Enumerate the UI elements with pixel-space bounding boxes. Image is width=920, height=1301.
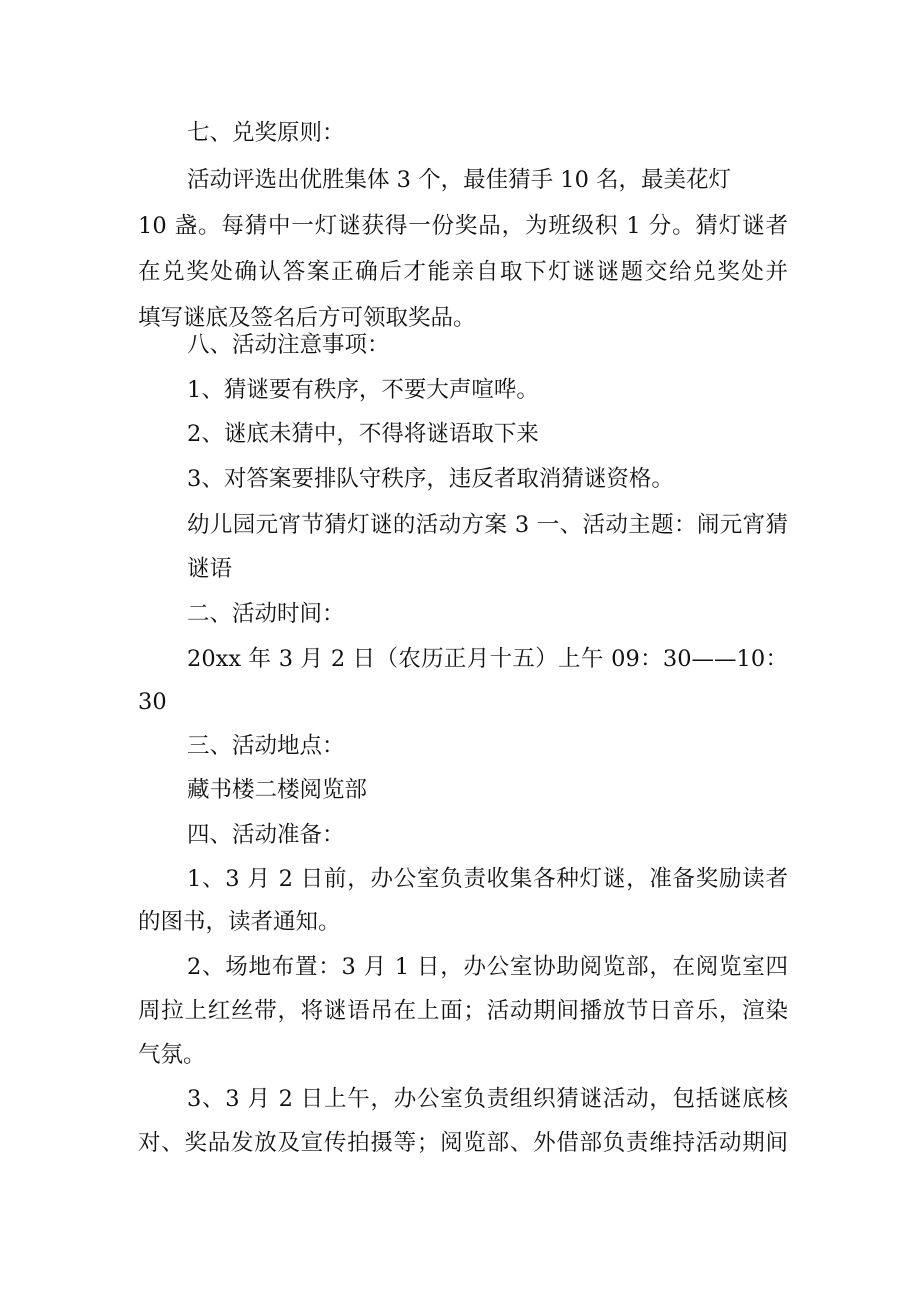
paragraph-line: 在兑奖处确认答案正确后才能亲自取下灯谜谜题交给兑奖处并 [138,259,788,285]
list-item: 气氛。 [138,1042,206,1068]
list-item: 3、3 月 2 日上午，办公室负责组织猜谜活动，包括谜底核 [187,1086,788,1112]
section-heading-time: 二、活动时间： [187,601,345,627]
list-item: 周拉上红丝带，将谜语吊在上面；活动期间播放节日音乐，渲染 [138,998,788,1024]
paragraph-line: 填写谜底及签名后方可领取奖品。 [138,305,476,331]
section-heading-notes: 八、活动注意事项： [187,332,390,358]
list-item: 对、奖品发放及宣传拍摄等；阅览部、外借部负责维持活动期间 [138,1130,788,1156]
list-item: 3、对答案要排队守秩序，违反者取消猜谜资格。 [187,466,674,492]
paragraph-line: 活动评选出优胜集体 3 个，最佳猜手 10 名，最美花灯 [187,167,732,193]
plan-title-line: 谜语 [187,556,233,582]
list-item: 1、3 月 2 日前，办公室负责收集各种灯谜，准备奖励读者 [187,866,788,892]
section-heading-preparation: 四、活动准备： [187,822,345,848]
section-heading-location: 三、活动地点： [187,733,345,759]
list-item: 2、谜底未猜中，不得将谜语取下来 [187,421,539,447]
paragraph-line: 10 盏。每猜中一灯谜获得一份奖品，为班级积 1 分。猜灯谜者 [138,213,788,239]
section-heading-prize-rules: 七、兑奖原则： [187,120,345,146]
list-item: 1、猜谜要有秩序，不要大声喧哗。 [187,377,539,403]
list-item: 2、场地布置：3 月 1 日，办公室协助阅览部，在阅览室四 [187,954,788,980]
paragraph-line: 30 [138,689,167,715]
plan-title-line: 幼儿园元宵节猜灯谜的活动方案 3 一、活动主题：闹元宵猜 [187,512,788,538]
paragraph-line: 藏书楼二楼阅览部 [187,777,368,803]
paragraph-line: 20xx 年 3 月 2 日（农历正月十五）上午 09：30——10： [187,646,788,672]
list-item: 的图书，读者通知。 [138,909,341,935]
